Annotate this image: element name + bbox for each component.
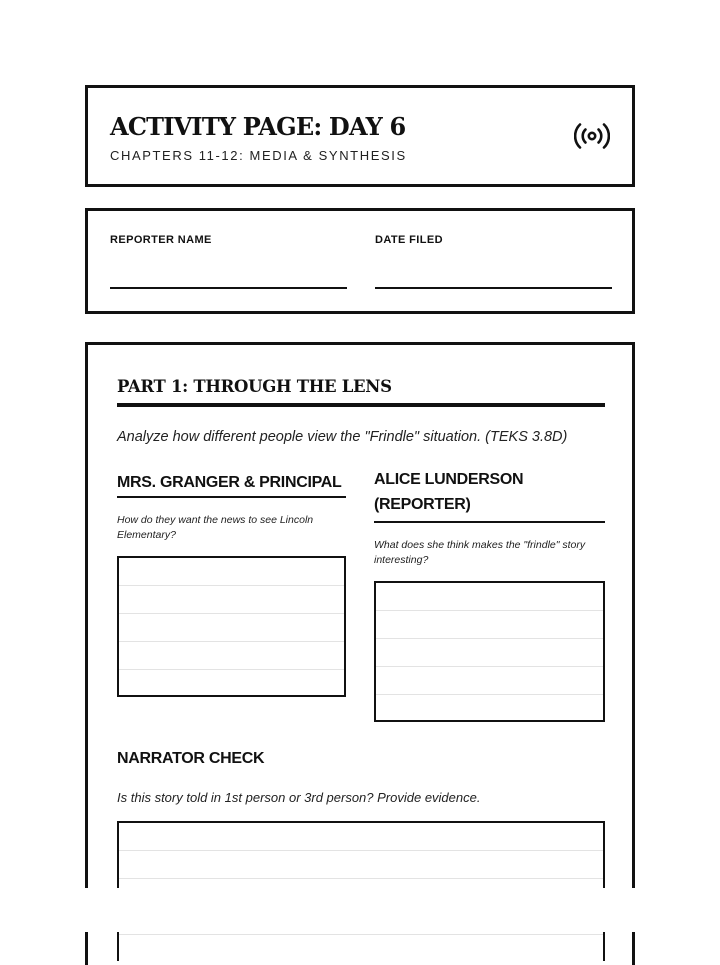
narrator-check-prompt: Is this story told in 1st person or 3rd person? Provide evidence. bbox=[117, 790, 481, 805]
date-filed-label: DATE FILED bbox=[375, 234, 443, 246]
reporter-heading bbox=[374, 467, 523, 517]
page-bottom-margin bbox=[0, 888, 720, 932]
reporter-answer-box[interactable] bbox=[374, 581, 605, 722]
section-divider bbox=[117, 403, 605, 407]
section-instruction: Analyze how different people view the "Frindle" situation. (TEKS 3.8D) bbox=[117, 429, 568, 445]
reporter-prompt: What does she think makes the "frindle" story interesting? bbox=[374, 539, 586, 566]
part1-section bbox=[85, 342, 635, 965]
date-filed-field[interactable] bbox=[375, 287, 612, 289]
page-title: ACTIVITY PAGE: DAY 6 bbox=[110, 112, 406, 141]
column-divider bbox=[374, 521, 605, 523]
column-divider bbox=[117, 496, 346, 498]
header-card bbox=[85, 85, 635, 187]
broadcast-icon bbox=[574, 122, 610, 150]
granger-principal-prompt: How do they want the news to see Lincoln Elementary? bbox=[117, 514, 314, 541]
granger-answer-box[interactable] bbox=[117, 556, 346, 697]
page-subtitle: CHAPTERS 11-12: MEDIA & SYNTHESIS bbox=[110, 148, 407, 163]
reporter-heading-line2: (REPORTER) bbox=[374, 496, 471, 513]
section-title: PART 1: THROUGH THE LENS bbox=[117, 377, 392, 396]
narrator-check-heading: NARRATOR CHECK bbox=[117, 750, 265, 767]
reporter-name-label: REPORTER NAME bbox=[110, 234, 212, 246]
reporter-heading-line1: ALICE LUNDERSON bbox=[374, 471, 524, 488]
granger-principal-heading: MRS. GRANGER & PRINCIPAL bbox=[117, 474, 342, 491]
reporter-info-card bbox=[85, 208, 635, 314]
reporter-name-field[interactable] bbox=[110, 287, 347, 289]
